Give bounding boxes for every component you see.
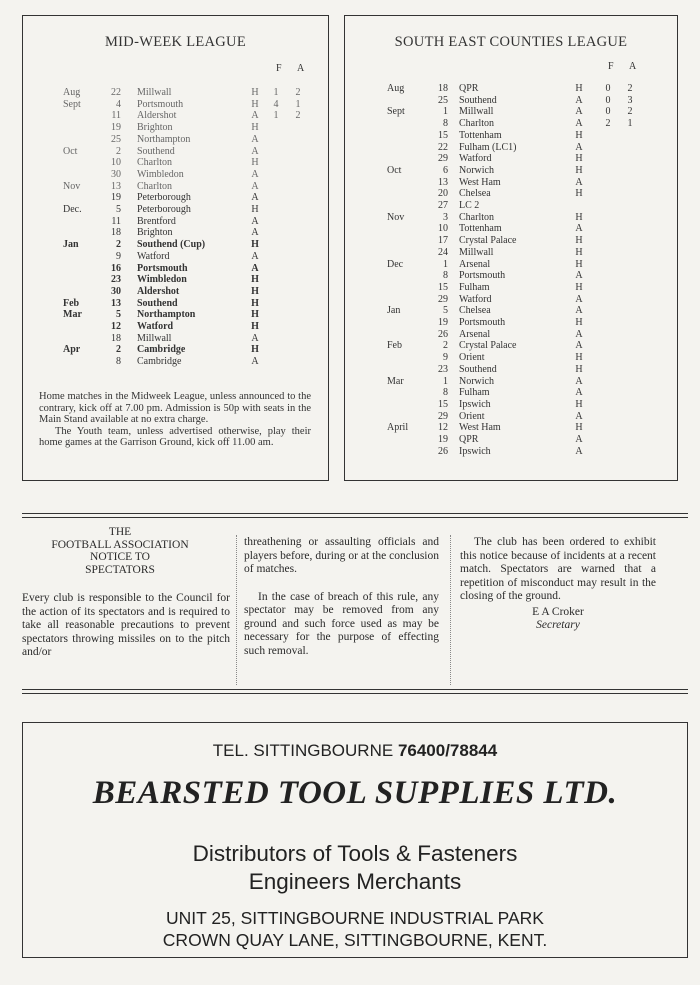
fixture-opponent: Millwall — [459, 246, 494, 258]
secl-col-a: A — [629, 61, 637, 72]
fixture-venue: H — [575, 83, 583, 94]
fixture-month: Mar — [387, 375, 404, 387]
fixture-goals-for: 0 — [605, 106, 611, 118]
fixture-month: April — [387, 422, 409, 434]
fixture-day: 15 — [438, 281, 448, 293]
fixture-venue: H — [251, 157, 259, 169]
notice-paragraph: The club has been ordered to exhibit this notice because of incidents at a recent match. Spectators are warned that a repetition of misconduct may result in the closing of the ground. — [460, 536, 656, 602]
fixture-venue: A — [575, 340, 583, 352]
fixture-opponent: Fulham (LC1) — [459, 141, 517, 153]
fixture-opponent: Peterborough — [137, 192, 191, 204]
fixture-venue: A — [251, 145, 259, 157]
notice-signature: E A Croker — [532, 605, 584, 618]
fixture-venue: A — [575, 305, 583, 317]
notice-column-2 — [244, 536, 439, 658]
fixture-venue: A — [251, 133, 259, 145]
fixture-day: 13 — [111, 297, 121, 309]
fixture-venue: H — [575, 398, 583, 410]
fixture-opponent: Cambridge — [137, 356, 182, 368]
fixture-goals-against: 1 — [295, 98, 301, 110]
fixture-venue: H — [251, 98, 259, 110]
fixture-opponent: Fulham — [459, 281, 490, 293]
fixture-venue: A — [575, 94, 583, 106]
fixture-venue: A — [575, 410, 583, 422]
midweek-league-panel — [22, 15, 329, 481]
fixture-goals-against: 2 — [295, 87, 301, 98]
secl-col-f: F — [608, 61, 614, 72]
notice-column-1 — [22, 592, 230, 660]
notice-column-3 — [460, 536, 656, 633]
fixture-opponent: QPR — [459, 434, 479, 445]
fixture-opponent: Portsmouth — [459, 270, 506, 282]
fixture-opponent: Brighton — [137, 122, 173, 134]
fixture-goals-for: 0 — [605, 83, 611, 94]
midweek-note-home: Home matches in the Midweek League, unless announced to the contrary, kick off at 7.00 pm. Admission is 50p with seats in the Main Stand available at no extra charge. — [39, 391, 311, 425]
fixture-month: Nov — [387, 211, 405, 223]
fixture-day: 19 — [111, 122, 121, 134]
fixture-day: 19 — [438, 317, 448, 328]
fixture-venue: A — [575, 293, 583, 305]
fixture-day: 24 — [438, 246, 448, 258]
fixture-day: 12 — [111, 321, 121, 332]
fixture-day: 23 — [111, 274, 121, 286]
column-divider — [236, 535, 237, 685]
fixture-day: 10 — [111, 157, 121, 169]
fixture-day: 27 — [438, 200, 448, 211]
fixture-goals-against: 2 — [627, 83, 633, 94]
fixture-opponent: Chelsea — [459, 305, 491, 317]
fixture-opponent: Ipswich — [459, 398, 491, 410]
fixture-month: Aug — [63, 87, 81, 98]
advert-company-name: BEARSTED TOOL SUPPLIES LTD. — [92, 775, 618, 811]
fixture-opponent: Ipswich — [459, 445, 491, 457]
fixture-venue: H — [251, 309, 259, 321]
fixture-day: 5 — [443, 305, 448, 317]
fixture-venue: H — [251, 122, 259, 134]
advert-tel-numbers: 76400/78844 — [397, 741, 498, 760]
fixture-day: 26 — [438, 328, 448, 340]
fixture-venue: A — [251, 110, 259, 122]
fixture-month: Sept — [387, 106, 405, 118]
fixture-month: Nov — [63, 180, 81, 192]
fixture-day: 29 — [438, 410, 448, 422]
fixture-opponent: Southend — [459, 363, 497, 375]
fixture-opponent: Arsenal — [459, 258, 491, 270]
fixture-day: 1 — [443, 106, 448, 118]
fixture-opponent: Northampton — [137, 309, 196, 321]
fixture-day: 15 — [438, 398, 448, 410]
fixture-venue: A — [575, 434, 583, 445]
fixture-venue: A — [251, 192, 259, 204]
fixture-month: Feb — [387, 340, 402, 352]
fixture-venue: A — [251, 227, 259, 239]
fixture-opponent: Aldershot — [137, 110, 177, 122]
fixture-day: 11 — [111, 215, 121, 227]
fixture-day: 5 — [116, 309, 121, 321]
fixture-day: 4 — [116, 98, 121, 110]
fixture-opponent: Brighton — [137, 227, 173, 239]
fixture-day: 9 — [443, 352, 448, 364]
fixture-venue: H — [251, 321, 259, 332]
south-east-counties-panel — [344, 15, 678, 481]
fixture-venue: H — [575, 258, 583, 270]
fixture-opponent: Crystal Palace — [459, 340, 517, 352]
notice-title-line: FOOTBALL ASSOCIATION — [51, 538, 189, 551]
fixture-opponent: Northampton — [137, 133, 191, 145]
fixture-venue: H — [251, 285, 259, 297]
fixture-day: 2 — [116, 344, 121, 356]
fixture-day: 23 — [438, 363, 448, 375]
fixture-goals-against: 2 — [295, 110, 301, 122]
midweek-col-f: F — [276, 63, 282, 74]
fixture-day: 30 — [111, 285, 121, 297]
fixture-day: 15 — [438, 129, 448, 141]
notice-title-line: SPECTATORS — [85, 563, 155, 576]
fixture-opponent: Millwall — [459, 106, 494, 118]
fixture-venue: A — [251, 332, 259, 344]
fixture-opponent: Charlton — [459, 118, 494, 130]
column-divider — [450, 535, 451, 685]
fixture-venue: A — [575, 118, 583, 130]
fixture-day: 8 — [443, 270, 448, 282]
fixture-venue: A — [575, 387, 583, 399]
fixture-opponent: Portsmouth — [459, 317, 506, 328]
fixture-opponent: Portsmouth — [137, 262, 188, 274]
fixture-goals-for: 4 — [273, 98, 279, 110]
fixture-month: Jan — [63, 239, 79, 251]
fixture-venue: H — [575, 246, 583, 258]
fixture-opponent: Orient — [459, 410, 485, 422]
fixture-opponent: Portsmouth — [137, 98, 184, 110]
fixture-venue: H — [575, 363, 583, 375]
fixture-goals-for: 1 — [273, 87, 279, 98]
notice-bottom-rule — [22, 689, 688, 694]
fixture-venue: A — [251, 356, 259, 368]
fixture-day: 25 — [111, 133, 121, 145]
fixture-opponent: Southend — [459, 94, 497, 106]
fixture-venue: H — [251, 274, 259, 286]
fixture-day: 22 — [111, 87, 121, 98]
fixture-venue: H — [251, 204, 259, 215]
fixture-opponent: Southend — [137, 145, 175, 157]
fixture-goals-against: 1 — [627, 118, 633, 130]
fixture-opponent: Brentford — [137, 215, 176, 227]
advert-tagline-2: Engineers Merchants — [248, 869, 462, 894]
fixture-venue: H — [575, 164, 583, 176]
fixture-goals-against: 2 — [627, 106, 633, 118]
fixture-opponent: Wimbledon — [137, 274, 187, 286]
fixture-opponent: Crystal Palace — [459, 235, 517, 247]
fixture-venue: H — [575, 211, 583, 223]
fixture-opponent: Wimbledon — [137, 168, 184, 180]
fixture-opponent: Norwich — [459, 375, 494, 387]
fixture-opponent: Aldershot — [137, 285, 180, 297]
fixture-goals-for: 2 — [605, 118, 611, 130]
fixture-day: 2 — [116, 239, 121, 251]
fixture-opponent: Tottenham — [459, 129, 502, 141]
fixture-venue: A — [575, 106, 583, 118]
fixture-opponent: QPR — [459, 83, 479, 94]
secl-title: SOUTH EAST COUNTIES LEAGUE — [394, 34, 628, 50]
fixture-day: 5 — [116, 204, 121, 215]
midweek-note — [39, 391, 311, 449]
fixture-day: 13 — [438, 176, 448, 188]
fixture-opponent: Charlton — [137, 180, 172, 192]
fixture-opponent: Southend (Cup) — [137, 239, 206, 251]
fixture-opponent: Watford — [137, 250, 170, 262]
fixture-day: 3 — [443, 211, 448, 223]
fixture-venue: A — [575, 141, 583, 153]
notice-title-line: NOTICE TO — [90, 551, 150, 563]
fixture-day: 11 — [111, 110, 121, 122]
fixture-opponent: Peterborough — [137, 204, 191, 215]
fixture-venue: A — [575, 270, 583, 282]
fixture-opponent: West Ham — [459, 422, 501, 434]
fixture-day: 1 — [443, 375, 448, 387]
advert-tel-label: TEL. SITTINGBOURNE — [212, 741, 394, 760]
fixture-venue: H — [251, 297, 259, 309]
advert-telephone — [23, 741, 687, 761]
fixture-day: 1 — [443, 258, 448, 270]
fixture-month: Oct — [63, 145, 78, 157]
midweek-col-a: A — [297, 63, 305, 74]
fixture-opponent: LC 2 — [459, 200, 480, 211]
fixture-goals-for: 1 — [273, 110, 279, 122]
fixture-venue: A — [575, 445, 583, 457]
fixture-opponent: Charlton — [459, 211, 494, 223]
fixture-opponent: Watford — [459, 293, 492, 305]
fixture-venue: A — [251, 168, 259, 180]
advert-address-1: UNIT 25, SITTINGBOURNE INDUSTRIAL PARK — [166, 908, 544, 928]
fixture-month: Mar — [63, 309, 82, 321]
fixture-day: 8 — [443, 118, 448, 130]
fixture-venue: A — [575, 375, 583, 387]
fixture-month: Jan — [387, 305, 401, 317]
fixture-month: Oct — [387, 164, 402, 176]
fixture-day: 16 — [111, 262, 121, 274]
fixture-day: 25 — [438, 94, 448, 106]
fixture-venue: H — [575, 235, 583, 247]
midweek-note-youth: The Youth team, unless advertised otherwise, play their home games at the Garrison Ground, kick off 11.00 am. — [39, 425, 311, 448]
fixture-day: 26 — [438, 445, 448, 457]
fixture-venue: A — [251, 180, 259, 192]
fixture-day: 6 — [443, 164, 448, 176]
fixture-opponent: Tottenham — [459, 223, 502, 235]
fixture-venue: H — [575, 317, 583, 328]
fixture-day: 22 — [438, 141, 448, 153]
fixture-day: 17 — [438, 235, 448, 247]
fixture-day: 12 — [438, 422, 448, 434]
fixture-month: Dec — [387, 258, 404, 270]
fixture-month: Sept — [63, 98, 81, 110]
fixture-day: 18 — [111, 227, 121, 239]
fixture-venue: A — [575, 176, 583, 188]
fixture-opponent: West Ham — [459, 176, 501, 188]
fixture-opponent: Fulham — [459, 387, 490, 399]
fixture-day: 30 — [111, 168, 121, 180]
notice-title-line: THE — [108, 526, 132, 538]
fixture-opponent: Chelsea — [459, 188, 491, 200]
notice-paragraph: In the case of breach of this rule, any spectator may be removed from any ground and such force used as may be necessary for the purpose of effecting such removal. — [244, 590, 439, 657]
advertisement — [22, 722, 688, 958]
fixture-opponent: Southend — [137, 297, 178, 309]
fixture-venue: H — [575, 422, 583, 434]
fixture-goals-for: 0 — [605, 94, 611, 106]
fixture-month: Aug — [387, 83, 405, 94]
fixture-venue: A — [251, 250, 259, 262]
midweek-title: MID-WEEK LEAGUE — [104, 34, 246, 50]
fixture-venue: H — [575, 352, 583, 364]
fixture-day: 2 — [443, 340, 448, 352]
fixture-venue: H — [575, 129, 583, 141]
fixture-day: 8 — [443, 387, 448, 399]
fixture-day: 29 — [438, 293, 448, 305]
fixture-day: 2 — [116, 145, 121, 157]
advert-tagline-1: Distributors of Tools & Fasteners — [192, 841, 518, 866]
fixture-day: 18 — [438, 83, 448, 94]
fixture-month: Dec. — [63, 204, 82, 215]
fixture-venue: H — [251, 239, 259, 251]
fixture-opponent: Millwall — [137, 332, 172, 344]
fixture-venue: H — [575, 281, 583, 293]
fixture-venue: A — [575, 223, 583, 235]
fixture-day: 19 — [111, 192, 121, 204]
fixture-opponent: Millwall — [137, 87, 172, 98]
fixture-venue: A — [251, 262, 259, 274]
fixture-opponent: Orient — [459, 352, 485, 364]
fixture-day: 9 — [116, 250, 121, 262]
fixture-opponent: Arsenal — [459, 328, 491, 340]
fixture-day: 18 — [111, 332, 121, 344]
fixture-day: 29 — [438, 153, 448, 165]
fixture-day: 10 — [438, 223, 448, 235]
fixture-venue: H — [575, 153, 583, 165]
notice-top-rule — [22, 513, 688, 518]
fixture-opponent: Charlton — [137, 157, 172, 169]
fixture-day: 20 — [438, 188, 448, 200]
advert-address-2: CROWN QUAY LANE, SITTINGBOURNE, KENT. — [162, 930, 548, 950]
fixture-venue: H — [251, 87, 259, 98]
fixture-venue: H — [575, 188, 583, 200]
notice-paragraph: Every club is responsible to the Council for the action of its spectators and is required to take all reasonable precautions to prevent spectators throwing missiles on to the pitch and/or — [22, 592, 230, 658]
notice-paragraph: threathening or assaulting officials and players before, during or at the conclusion of matches. — [244, 536, 439, 575]
notice-signature-role: Secretary — [536, 619, 580, 631]
fixture-opponent: Watford — [137, 321, 174, 332]
fixture-venue: A — [251, 215, 259, 227]
fixture-day: 13 — [111, 180, 121, 192]
notice-title — [30, 526, 210, 576]
fixture-opponent: Watford — [459, 153, 492, 165]
fixture-opponent: Norwich — [459, 164, 494, 176]
fixture-day: 19 — [438, 434, 448, 445]
fixture-venue: A — [575, 328, 583, 340]
fixture-month: Apr — [63, 344, 81, 356]
fixture-goals-against: 3 — [627, 94, 633, 106]
fixture-venue: H — [251, 344, 259, 356]
fixture-month: Feb — [63, 297, 80, 309]
fixture-opponent: Cambridge — [137, 344, 186, 356]
fixture-day: 8 — [116, 356, 121, 368]
